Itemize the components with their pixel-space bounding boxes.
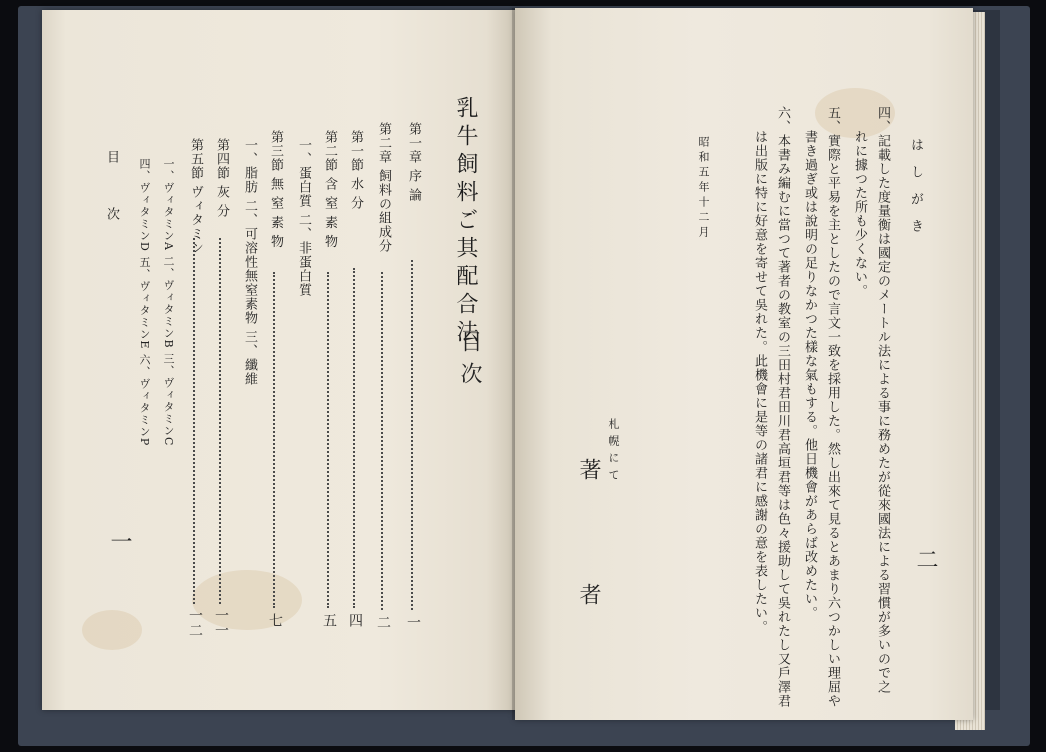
toc-page-number: 二 (375, 615, 391, 630)
paragraph-line: れに據つた所も少くない。 (852, 130, 867, 298)
toc-entry: 第二節 含 窒 素 物 (322, 130, 337, 249)
page-number: 二 (913, 548, 938, 571)
paragraph-line: 四、記載した度量衡は國定のメートル法による事に務めたが從來國法による習慣が多いので之 (875, 106, 890, 694)
running-footer: 目 次 (104, 150, 119, 241)
toc-subentry: 一、蛋白質 二、非蛋白質 (296, 138, 311, 298)
toc-leader (273, 272, 275, 608)
toc-title-suffix: 目次 (457, 330, 482, 394)
toc-entry: 第四節 灰 分 (214, 138, 229, 219)
toc-page-number: 五 (321, 613, 337, 628)
toc-title: 乳牛飼料ご其配合法 (453, 96, 478, 348)
toc-leader (327, 272, 329, 608)
toc-leader (353, 268, 355, 608)
paragraph-line: は出版に特に好意を寄せて吳れた。此機會に是等の諸君に感謝の意を表したい。 (752, 130, 767, 634)
toc-leader (381, 272, 383, 610)
toc-entry: 第三節 無 窒 素 物 (268, 130, 283, 249)
toc-page-number: 一一 (213, 608, 229, 638)
toc-entry: 第五節 ヴィタミン (188, 138, 203, 256)
toc-page-number: 一二 (187, 608, 203, 638)
paper-stain (82, 610, 142, 650)
toc-page-number: 一 (405, 615, 421, 630)
toc-subentry: 一、脂肪 二、可溶性無窒素物 三、纖維 (242, 138, 257, 387)
toc-leader (219, 238, 221, 604)
toc-page-number: 四 (347, 613, 363, 628)
toc-subentry: 四、ヴィタミンD 五、ヴィタミンE 六、ヴィタミンP (138, 158, 151, 447)
toc-leader (193, 238, 195, 604)
toc-leader (411, 260, 413, 610)
paragraph-line: 書き過ぎ或は說明の足りなかつた樣な氣もする。他日機會があらば改めたい。 (802, 130, 817, 620)
paper-stain (192, 570, 302, 630)
preface-author: 著 者 (576, 458, 601, 653)
paragraph-line: 五、實際と平易を主としたので言文一致を採用した。然し出來て見るとあまり六つかしい理屈や (825, 106, 840, 708)
running-header: はしがき (908, 138, 923, 246)
right-page (515, 8, 973, 720)
preface-place: 札幌にて (607, 418, 620, 486)
page-number: 一 (107, 530, 132, 553)
left-page (42, 10, 520, 710)
preface-date: 昭和五年十二月 (697, 136, 710, 241)
toc-subentry: 一、ヴィタミンA 二、ヴィタミンB 三、ヴィタミンC (162, 158, 175, 447)
toc-entry: 第一章 序 論 (406, 122, 421, 203)
toc-page-number: 七 (267, 613, 283, 628)
toc-entry: 第二章 飼料の組成分 (376, 122, 391, 254)
toc-entry: 第一節 水 分 (348, 130, 363, 211)
paragraph-line: 六、本書み編むに當つて著者の教室の三田村君田川君高垣君等は色々援助して吳れたし又戶澤君 (775, 106, 790, 708)
